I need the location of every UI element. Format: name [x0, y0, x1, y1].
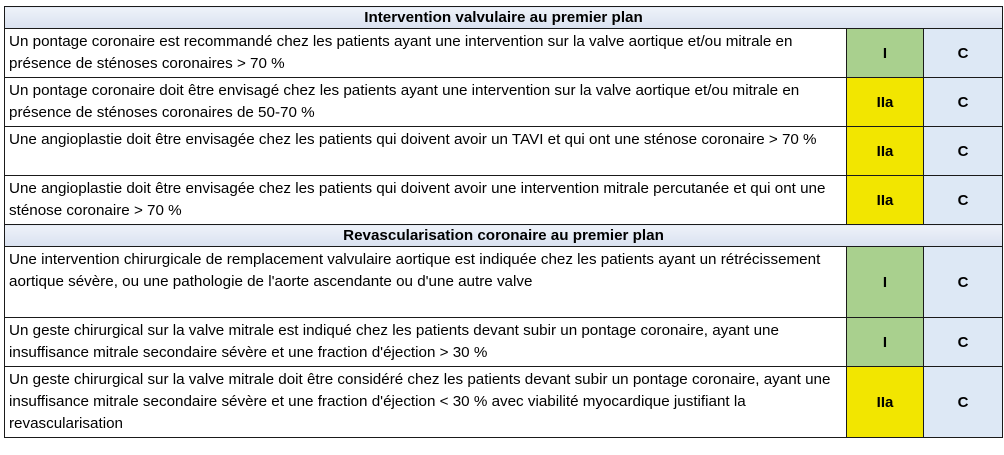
- section-title: Intervention valvulaire au premier plan: [5, 7, 1003, 29]
- recommendation-text: Une intervention chirurgicale de remplacement valvulaire aortique est indiquée chez les patients ayant un rétrécissement aortique sévère, ou une pathologie de l'aorte ascendante ou d'une autre valve: [5, 247, 847, 318]
- level-cell: C: [924, 367, 1003, 438]
- class-cell: I: [847, 247, 924, 318]
- recommendations-table: [4, 6, 1003, 438]
- recommendation-text: Une angioplastie doit être envisagée chez les patients qui doivent avoir un TAVI et qui ont une sténose coronaire > 70 %: [5, 127, 847, 176]
- recommendation-text: Un pontage coronaire doit être envisagé chez les patients ayant une intervention sur la valve aortique et/ou mitrale en présence de sténoses coronaires de 50-70 %: [5, 78, 847, 127]
- level-cell: C: [924, 78, 1003, 127]
- section-header: [5, 225, 1003, 247]
- recommendation-text: Un pontage coronaire est recommandé chez les patients ayant une intervention sur la valve aortique et/ou mitrale en présence de sténoses coronaires > 70 %: [5, 29, 847, 78]
- table-row: [5, 176, 1003, 225]
- section-title: Revascularisation coronaire au premier plan: [5, 225, 1003, 247]
- class-cell: I: [847, 29, 924, 78]
- level-cell: C: [924, 247, 1003, 318]
- class-cell: IIa: [847, 78, 924, 127]
- level-cell: C: [924, 176, 1003, 225]
- recommendation-text: Un geste chirurgical sur la valve mitrale est indiqué chez les patients devant subir un pontage coronaire, ayant une insuffisance mitrale secondaire sévère et une fraction d'éjection > 30 %: [5, 318, 847, 367]
- class-cell: IIa: [847, 367, 924, 438]
- level-cell: C: [924, 127, 1003, 176]
- level-cell: C: [924, 318, 1003, 367]
- table-row: [5, 367, 1003, 438]
- table-row: [5, 29, 1003, 78]
- recommendation-text: Une angioplastie doit être envisagée chez les patients qui doivent avoir une intervention mitrale percutanée et qui ont une sténose coronaire > 70 %: [5, 176, 847, 225]
- table-row: [5, 247, 1003, 318]
- class-cell: I: [847, 318, 924, 367]
- table-row: [5, 78, 1003, 127]
- section-header: [5, 7, 1003, 29]
- recommendation-text: Un geste chirurgical sur la valve mitrale doit être considéré chez les patients devant subir un pontage coronaire, ayant une insuffisance mitrale secondaire sévère et une fraction d'éjection < 30 % avec viabilité myocardique justifiant la revascularisation: [5, 367, 847, 438]
- table-row: [5, 127, 1003, 176]
- class-cell: IIa: [847, 176, 924, 225]
- table-row: [5, 318, 1003, 367]
- level-cell: C: [924, 29, 1003, 78]
- class-cell: IIa: [847, 127, 924, 176]
